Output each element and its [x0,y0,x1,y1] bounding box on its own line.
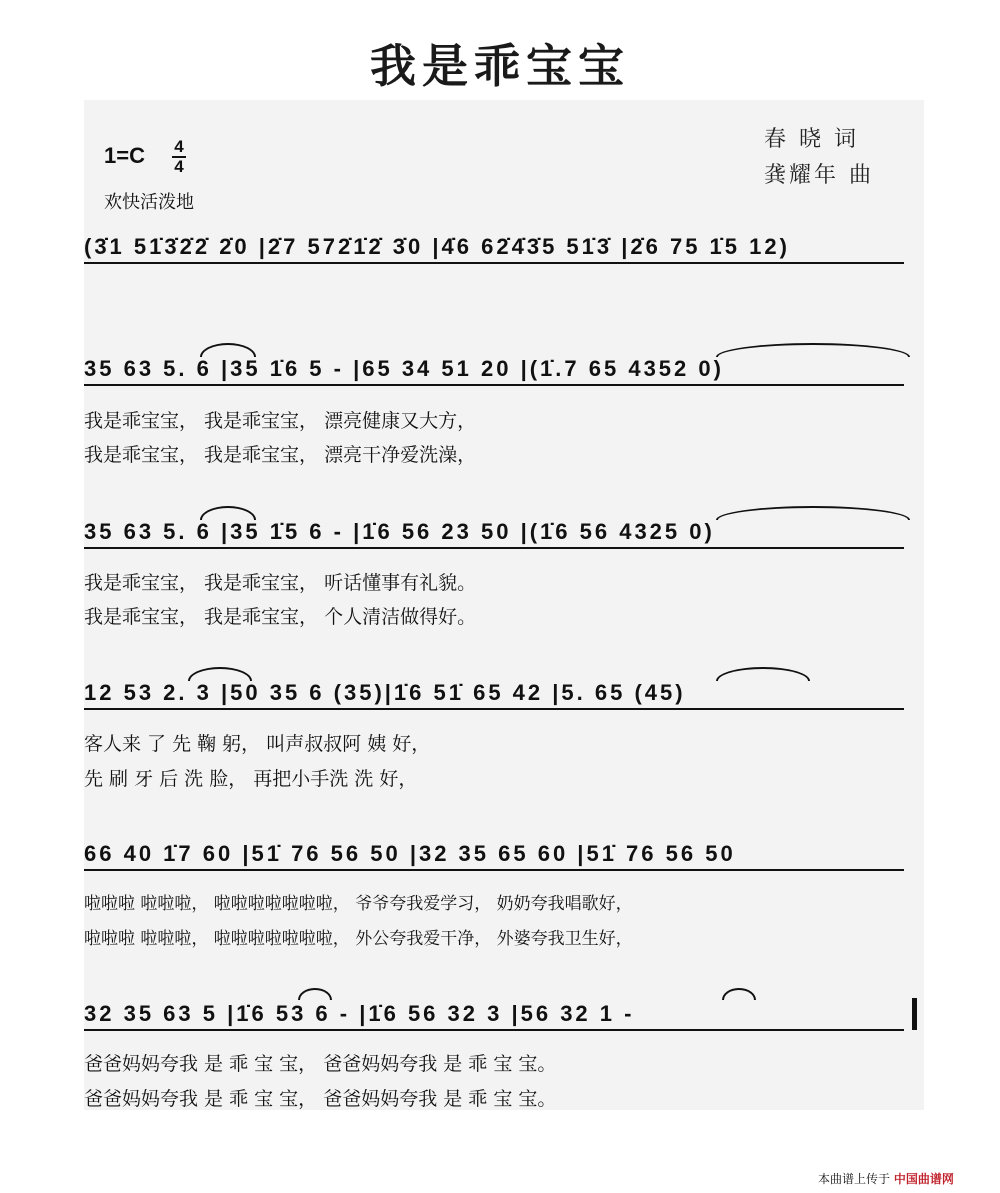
staff-line-3-lyric-2: 我是乖宝宝， 我是乖宝宝， 个人清洁做得好。 [84,606,477,628]
composer-credit: 龚耀年 曲 [764,163,874,188]
staff-line-4-lyric-1: 客人来 了 先 鞠 躬， 叫声叔叔阿 姨 好， [84,733,431,755]
final-barline [912,998,917,1030]
staff-line-3-notes: 35 63 5. 6 |35 1̇5 6 - |1̇6 56 23 50 |(1̇6 56 4325 0) [84,519,715,544]
staff-line-2-notes: 35 63 5. 6 |35 1̇6 5 - |65 34 51 20 |(1̇.7 65 4352 0) [84,356,724,381]
staff-line-5-notes: 66 40 1̇7 60 |51̇ 76 56 50 |32 35 65 60 |51̇ 76 56 50 [84,841,736,866]
site-logo: 中国曲谱网 [893,1172,954,1186]
staff-line-2-lyric-1: 我是乖宝宝， 我是乖宝宝， 漂亮健康又大方， [84,410,477,432]
time-signature-top: 4 [172,138,186,158]
staff-line-2-lyric-2: 我是乖宝宝， 我是乖宝宝， 漂亮干净爱洗澡， [84,444,477,466]
staff-line-4-lyric-2: 先 刷 牙 后 洗 脸， 再把小手洗 洗 好， [84,768,418,790]
beam-line-3 [84,547,904,549]
beam-line-2 [84,384,904,386]
time-signature-bottom: 4 [174,157,184,176]
time-signature [172,138,186,176]
beam-line-5 [84,869,904,871]
staff-line-6-lyric-2: 爸爸妈妈夸我 是 乖 宝 宝， 爸爸妈妈夸我 是 乖 宝 宝。 [84,1088,557,1110]
beam-line-6 [84,1029,904,1031]
beam-line-4 [84,708,904,710]
staff-line-4-notes: 12 53 2. 3 |50 35 6 (35)|1̇6 51̇ 65 42 |5. 65 (45) [84,680,686,705]
staff-line-5-lyric-1: 啦啦啦 啦啦啦， 啦啦啦啦啦啦啦， 爷爷夸我爱学习， 奶奶夸我唱歌好， [84,894,633,914]
staff-line-5-lyric-2: 啦啦啦 啦啦啦， 啦啦啦啦啦啦啦， 外公夸我爱干净， 外婆夸我卫生好， [84,929,633,949]
lyricist-credit: 春 晓 词 [764,127,859,152]
key-signature: 1=C [104,143,145,168]
footer-upload-text: 本曲谱上传于 [818,1172,891,1186]
tempo-marking: 欢快活泼地 [104,192,194,213]
staff-line-3-lyric-1: 我是乖宝宝， 我是乖宝宝， 听话懂事有礼貌。 [84,572,477,594]
beam-line-1 [84,262,904,264]
score-title: 我是乖宝宝 [370,39,630,93]
footer-credit [818,1170,954,1187]
staff-line-6-notes: 32 35 63 5 |1̇6 53 6 - |1̇6 56 32 3 |56 32 1 - [84,1001,635,1026]
staff-line-1-notes: (3̇1 51̇3̇2̇2̇ 2̇0 |2̇7 572̇1̇2̇ 3̇0 |4̇6 62̇4̇3̇5 51̇3̇ |2̇6 75 1̇5 12) [84,234,790,259]
staff-line-6-lyric-1: 爸爸妈妈夸我 是 乖 宝 宝， 爸爸妈妈夸我 是 乖 宝 宝。 [84,1053,557,1075]
